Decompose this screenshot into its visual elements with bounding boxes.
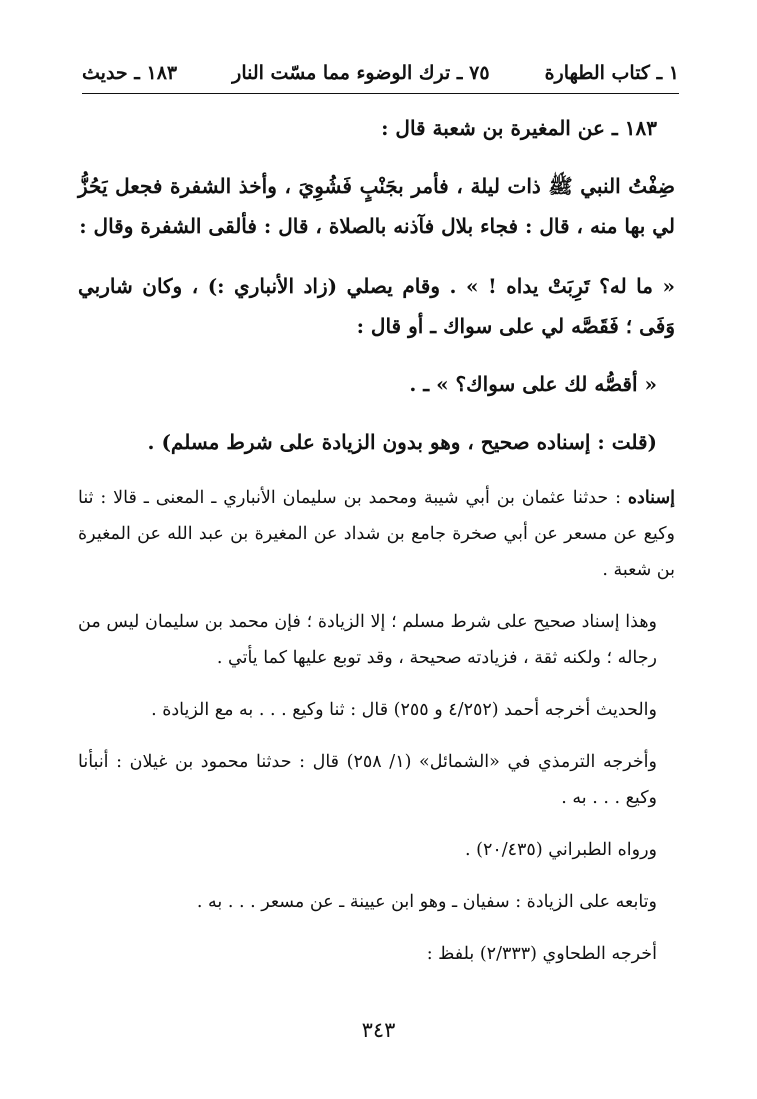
isnad-label: إسناده — [627, 488, 675, 508]
commentary-paragraph-5: وتابعه على الزيادة : سفيان ـ وهو ابن عيينة ـ عن مسعر . . . به . — [196, 892, 657, 912]
header-book-title: ١ ـ كتاب الطهارة — [544, 62, 679, 84]
commentary-paragraph-4: ورواه الطبراني (٢٠/٤٣٥) . — [464, 840, 657, 860]
hadith-heading: ١٨٣ ـ عن المغيرة بن شعبة قال : — [381, 116, 657, 140]
page-number: ٣٤٣ — [361, 1018, 396, 1042]
commentary-paragraph-6: أخرجه الطحاوي (٢/٣٣٣) بلفظ : — [426, 944, 657, 964]
header-chapter-title: ٧٥ ـ ترك الوضوء مما مسّت النار — [232, 62, 490, 84]
header-divider — [82, 93, 679, 94]
hadith-text-3: « أقصُّه لك على سواك؟ » ـ . — [409, 372, 657, 396]
commentary-paragraph-1: وهذا إسناد صحيح على شرط مسلم ؛ إلا الزيادة ؛ فإن محمد بن سليمان ليس من رجاله ؛ ولكنه ثقة ، فزيادته صحيحة ، وقد توبع عليها كما يأتي . — [78, 612, 657, 668]
page-body — [78, 108, 675, 972]
hadith-grading-note: (قلت : إسناده صحيح ، وهو بدون الزيادة على شرط مسلم) . — [147, 430, 657, 454]
running-header — [82, 52, 679, 92]
hadith-text-1: ضِفْتُ النبي ﷺ ذات ليلة ، فأمر بجَنْبٍ فَشُوِيَ ، وأخذ الشفرة فجعل يَحُزُّ لي بها منه ، قال : فجاء بلال فآذنه بالصلاة ، قال : فألقى الشفرة وقال : — [78, 174, 675, 238]
isnad-text: : حدثنا عثمان بن أبي شيبة ومحمد بن سليمان الأنباري ـ المعنى ـ قالا : ثنا وكيع عن مسعر عن أبي صخرة جامع بن شداد عن المغيرة بن عبد الله عن المغيرة بن شعبة . — [78, 488, 675, 580]
isnad-paragraph — [78, 480, 675, 588]
hadith-text-2: « ما له؟ تَرِبَتْ يداه ! » . وقام يصلي (زاد الأنباري :) ، وكان شاربي وَفَى ؛ فَقَصَّه لي على سواك ـ أو قال : — [78, 274, 675, 338]
header-hadith-number: ١٨٣ ـ حديث — [82, 62, 178, 84]
commentary-paragraph-3: وأخرجه الترمذي في «الشمائل» (١/ ٢٥٨) قال : حدثنا محمود بن غيلان : أنبأنا وكيع . . . به . — [78, 752, 657, 808]
commentary-paragraph-2: والحديث أخرجه أحمد (٤/٢٥٢ و ٢٥٥) قال : ثنا وكيع . . . به مع الزيادة . — [151, 700, 657, 720]
